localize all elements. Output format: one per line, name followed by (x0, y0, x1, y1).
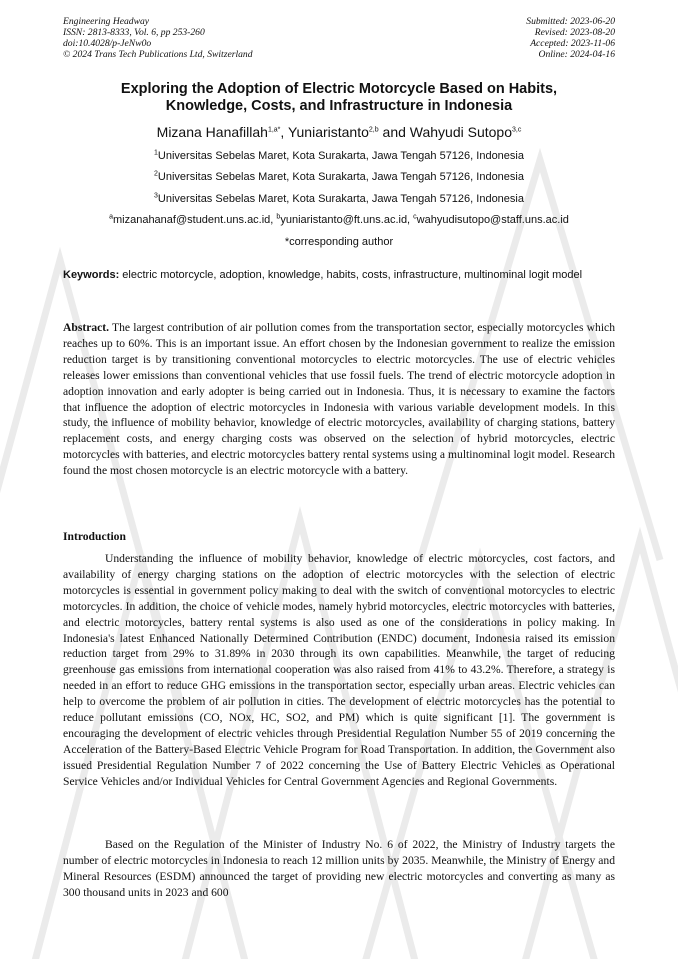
body-paragraph-2: Based on the Regulation of the Minister of Industry No. 6 of 2022, the Ministry of Industry targets the number of electric motorcycles in Indonesia to reach 12 million units by 2035. Meanwhile, the Ministry of Energy and Mineral Resources (ESDM) announced the target of providing new electric motorcycles and converting as many as 300 thousand units in 2023 and 600 (63, 838, 615, 899)
author-3-affiliation-mark: 3,c (512, 126, 522, 134)
affiliation-mark: 3 (154, 192, 158, 200)
title-line-2: Knowledge, Costs, and Infrastructure in Indonesia (165, 98, 513, 114)
affiliation-2 (63, 171, 615, 184)
author-separator: and (378, 124, 410, 140)
affiliation-mark: 2 (154, 170, 158, 178)
affiliation-mark: 1 (154, 149, 158, 157)
journal-name: Engineering Headway (63, 16, 150, 27)
doi-line: doi:10.4028/p-JeNw0o (63, 38, 152, 49)
email-mark: a (109, 213, 113, 221)
author-1-affiliation-mark: 1,a* (267, 126, 281, 134)
issn-line: ISSN: 2813-8333, Vol. 6, pp 253-260 (63, 27, 205, 38)
email-3[interactable]: wahyudisutopo@staff.uns.ac.id (416, 214, 569, 226)
section-heading: Introduction (63, 530, 126, 543)
body-paragraph-1: Understanding the influence of mobility behavior, knowledge of electric motorcycles, cost factors, and availability of energy charging stations on the adoption of electric motorcycles with the selection of electric motorcycles is essential in government policy making to deal with the switch of conventional motorcycles to electric motorcycles. In addition, the choice of vehicle modes, namely hybrid motorcycles, electric motorcycles with batteries, and electric motorcycles, battery rental systems is also used as one of the considerations in policy making. In Indonesia's latest Enhanced Nationally Determined Contribution (ENDC) document, Indonesia raised its emission reduction target from 29% to 31.89% in 2030 through its own capabilities. Meanwhile, the target of reducing greenhouse gas emissions from international cooperation was also raised from 41% to 43.2%. Therefore, a strategy is needed in an effort to reduce GHG emissions in the transportation sector, especially urban areas. Electric vehicles can help to overcome the problem of air pollution in cities. The development of electric motorcycles has the potential to reduce pollutant emissions (CO, NOx, HC, SO2, and PM) which is quite significant [1]. The government is encouraging the development of electric vehicles through Presidential Regulation Number 55 of 2019 concerning the Acceleration of the Battery-Based Electric Vehicle Program for Road Transportation. In addition, the Government also issued Presidential Regulation Number 7 of 2022 concerning the Use of Battery Electric Vehicles as Operational Service Vehicles and/or Individual Vehicles for Central Government Agencies and Regional Governments. (63, 552, 615, 788)
email-mark: c (413, 213, 417, 221)
email-mark: b (276, 213, 281, 221)
dates-info (526, 16, 615, 60)
affiliation-text: Universitas Sebelas Maret, Kota Surakarta, Jawa Tengah 57126, Indonesia (157, 150, 524, 162)
keywords-label: Keywords: (63, 269, 120, 281)
title-line-1: Exploring the Adoption of Electric Motorcycle Based on Habits, (120, 81, 558, 97)
paper-title (63, 81, 615, 115)
author-1: Mizana Hanafillah (156, 124, 268, 140)
copyright-line: © 2024 Trans Tech Publications Ltd, Switzerland (63, 49, 253, 60)
author-list (63, 124, 615, 141)
journal-info (63, 16, 253, 60)
email-1[interactable]: mizanahanaf@student.uns.ac.id, (112, 214, 277, 226)
revised-date: Revised: 2023-08-20 (534, 27, 615, 38)
affiliation-1 (63, 150, 615, 163)
submitted-date: Submitted: 2023-06-20 (526, 16, 615, 27)
online-date: Online: 2024-04-16 (538, 49, 615, 60)
abstract-text: The largest contribution of air pollution comes from the transportation sector, especially motorcycles which reaches up to 60%. This is an important issue. An effort chosen by the Indonesian government to realize the emission reduction target is by transitioning conventional motorcycles to electric motorcycles. The use of electric vehicles releases lower emissions than conventional vehicles that use fossil fuels. The trend of electric motorcycle adoption in adoption innovation and early adopter is being carried out in Indonesia. Thus, it is necessary to examine the factors that influence the adoption of electric motorcycles in Indonesia with various variable development models. In this study, the influence of mobility behavior, knowledge of electric motorcycles, availability of charging stations, battery replacement costs, and energy charging costs was observed on the selection of hybrid motorcycles, electric motorcycles with batteries, and electric motorcycles battery rental systems using a multinominal logit model. Research found the most chosen motorcycle is an electric motorcycle with a battery. (63, 321, 615, 478)
author-2-affiliation-mark: 2,b (368, 126, 379, 134)
email-2[interactable]: yuniaristanto@ft.uns.ac.id, (280, 214, 414, 226)
author-emails (63, 214, 615, 227)
abstract-label: Abstract. (63, 321, 110, 334)
author-separator: , (280, 124, 288, 140)
keywords (63, 268, 615, 283)
corresponding-author-note: *corresponding author (284, 236, 394, 248)
keywords-text: electric motorcycle, adoption, knowledge, habits, costs, infrastructure, multinominal logit model (119, 269, 583, 281)
author-2: Yuniaristanto (287, 124, 369, 140)
author-3: Wahyudi Sutopo (409, 124, 512, 140)
affiliation-text: Universitas Sebelas Maret, Kota Surakarta, Jawa Tengah 57126, Indonesia (157, 171, 524, 183)
abstract (63, 320, 615, 479)
affiliation-text: Universitas Sebelas Maret, Kota Surakarta, Jawa Tengah 57126, Indonesia (157, 193, 524, 205)
accepted-date: Accepted: 2023-11-06 (530, 38, 615, 49)
affiliation-3 (63, 193, 615, 206)
